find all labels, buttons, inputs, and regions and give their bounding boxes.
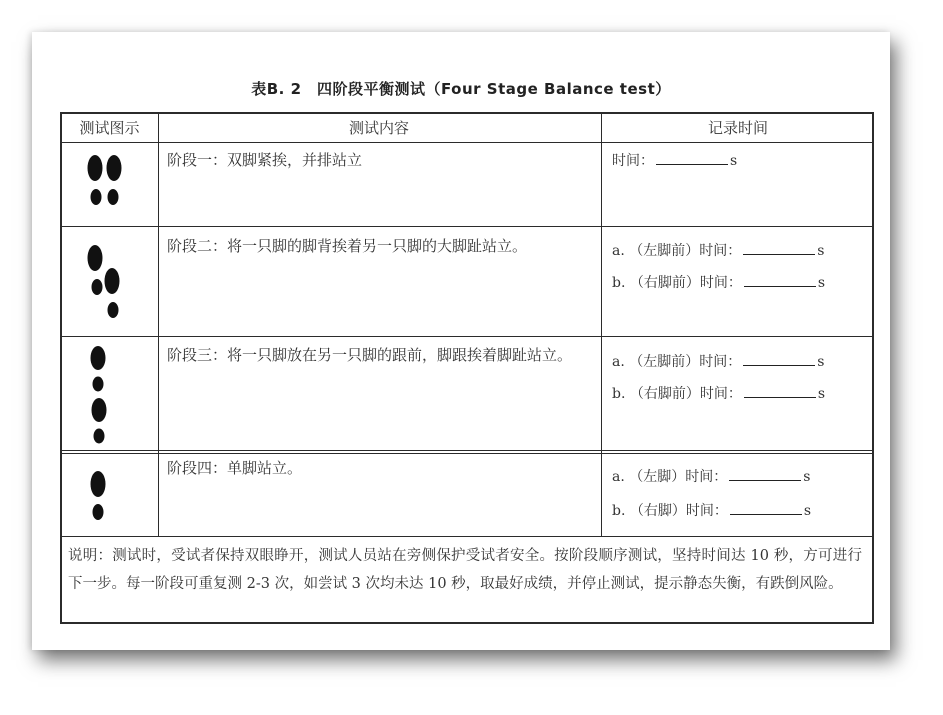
row-divider	[62, 536, 872, 537]
row-divider	[62, 453, 872, 454]
time-label: b. （右脚前）时间：	[612, 386, 742, 402]
unit-label: s	[817, 243, 825, 259]
stage-2-content: 阶段二：将一只脚的脚背挨着另一只脚的大脚趾站立。	[167, 237, 528, 255]
column-divider	[601, 453, 602, 536]
row-divider	[62, 450, 872, 451]
row-divider	[62, 336, 872, 337]
time-label: b. （右脚）时间：	[612, 503, 728, 519]
unit-label: s	[730, 153, 738, 169]
unit-label: s	[803, 503, 812, 519]
unit-label: s	[817, 354, 825, 370]
unit-label: s	[803, 469, 811, 485]
stage-1-time-row	[612, 150, 737, 170]
stage-2-time-row-a	[612, 240, 824, 260]
time-blank-field[interactable]	[743, 353, 815, 366]
time-label: a. （左脚前）时间：	[612, 243, 742, 259]
time-label: a. （左脚）时间：	[612, 469, 728, 485]
stage-3-content: 阶段三：将一只脚放在另一只脚的跟前，脚跟挨着脚趾站立。	[167, 346, 573, 364]
feet-side-by-side-icon	[62, 150, 157, 220]
stage-2-time-row-b	[612, 272, 825, 292]
time-blank-field[interactable]	[743, 242, 815, 255]
row-divider	[62, 226, 872, 227]
header-illustration: 测试图示	[79, 119, 140, 137]
time-blank-field[interactable]	[744, 274, 816, 287]
stage-4-time-row-b	[612, 500, 811, 520]
stage-3-time-row-a	[612, 351, 824, 371]
table-title: 表B. 2 四阶段平衡测试（Four Stage Balance test）	[251, 80, 671, 98]
stage-4-content: 阶段四：单脚站立。	[167, 459, 303, 477]
feet-tandem-icon	[62, 342, 157, 448]
time-blank-field[interactable]	[744, 385, 816, 398]
time-blank-field[interactable]	[729, 468, 801, 481]
single-foot-icon	[62, 464, 157, 530]
column-divider	[158, 453, 159, 536]
time-label: a. （左脚前）时间：	[612, 354, 742, 370]
header-time: 记录时间	[707, 119, 768, 137]
document-page	[32, 32, 890, 650]
table-note: 说明：测试时，受试者保持双眼睁开，测试人员站在旁侧保护受试者安全。按阶段顺序测试，坚持时间达 10 秒，方可进行下一步。每一阶段可重复测 2-3 次，如尝试 3 次均未达 10 秒，取最好成绩，并停止测试，提示静态失衡，有跌倒风险。	[68, 548, 862, 592]
feet-semi-tandem-icon	[62, 236, 157, 332]
stage-4-time-row-a	[612, 466, 810, 486]
time-blank-field[interactable]	[730, 502, 802, 515]
balance-test-table	[60, 112, 874, 624]
time-label: b. （右脚前）时间：	[612, 275, 742, 291]
row-divider	[62, 142, 872, 143]
stage-1-content: 阶段一：双脚紧挨，并排站立	[167, 151, 363, 169]
header-content: 测试内容	[348, 119, 409, 137]
unit-label: s	[817, 275, 826, 291]
stage-3-time-row-b	[612, 383, 825, 403]
time-blank-field[interactable]	[656, 152, 728, 165]
time-label: 时间：	[612, 153, 654, 169]
unit-label: s	[817, 386, 826, 402]
